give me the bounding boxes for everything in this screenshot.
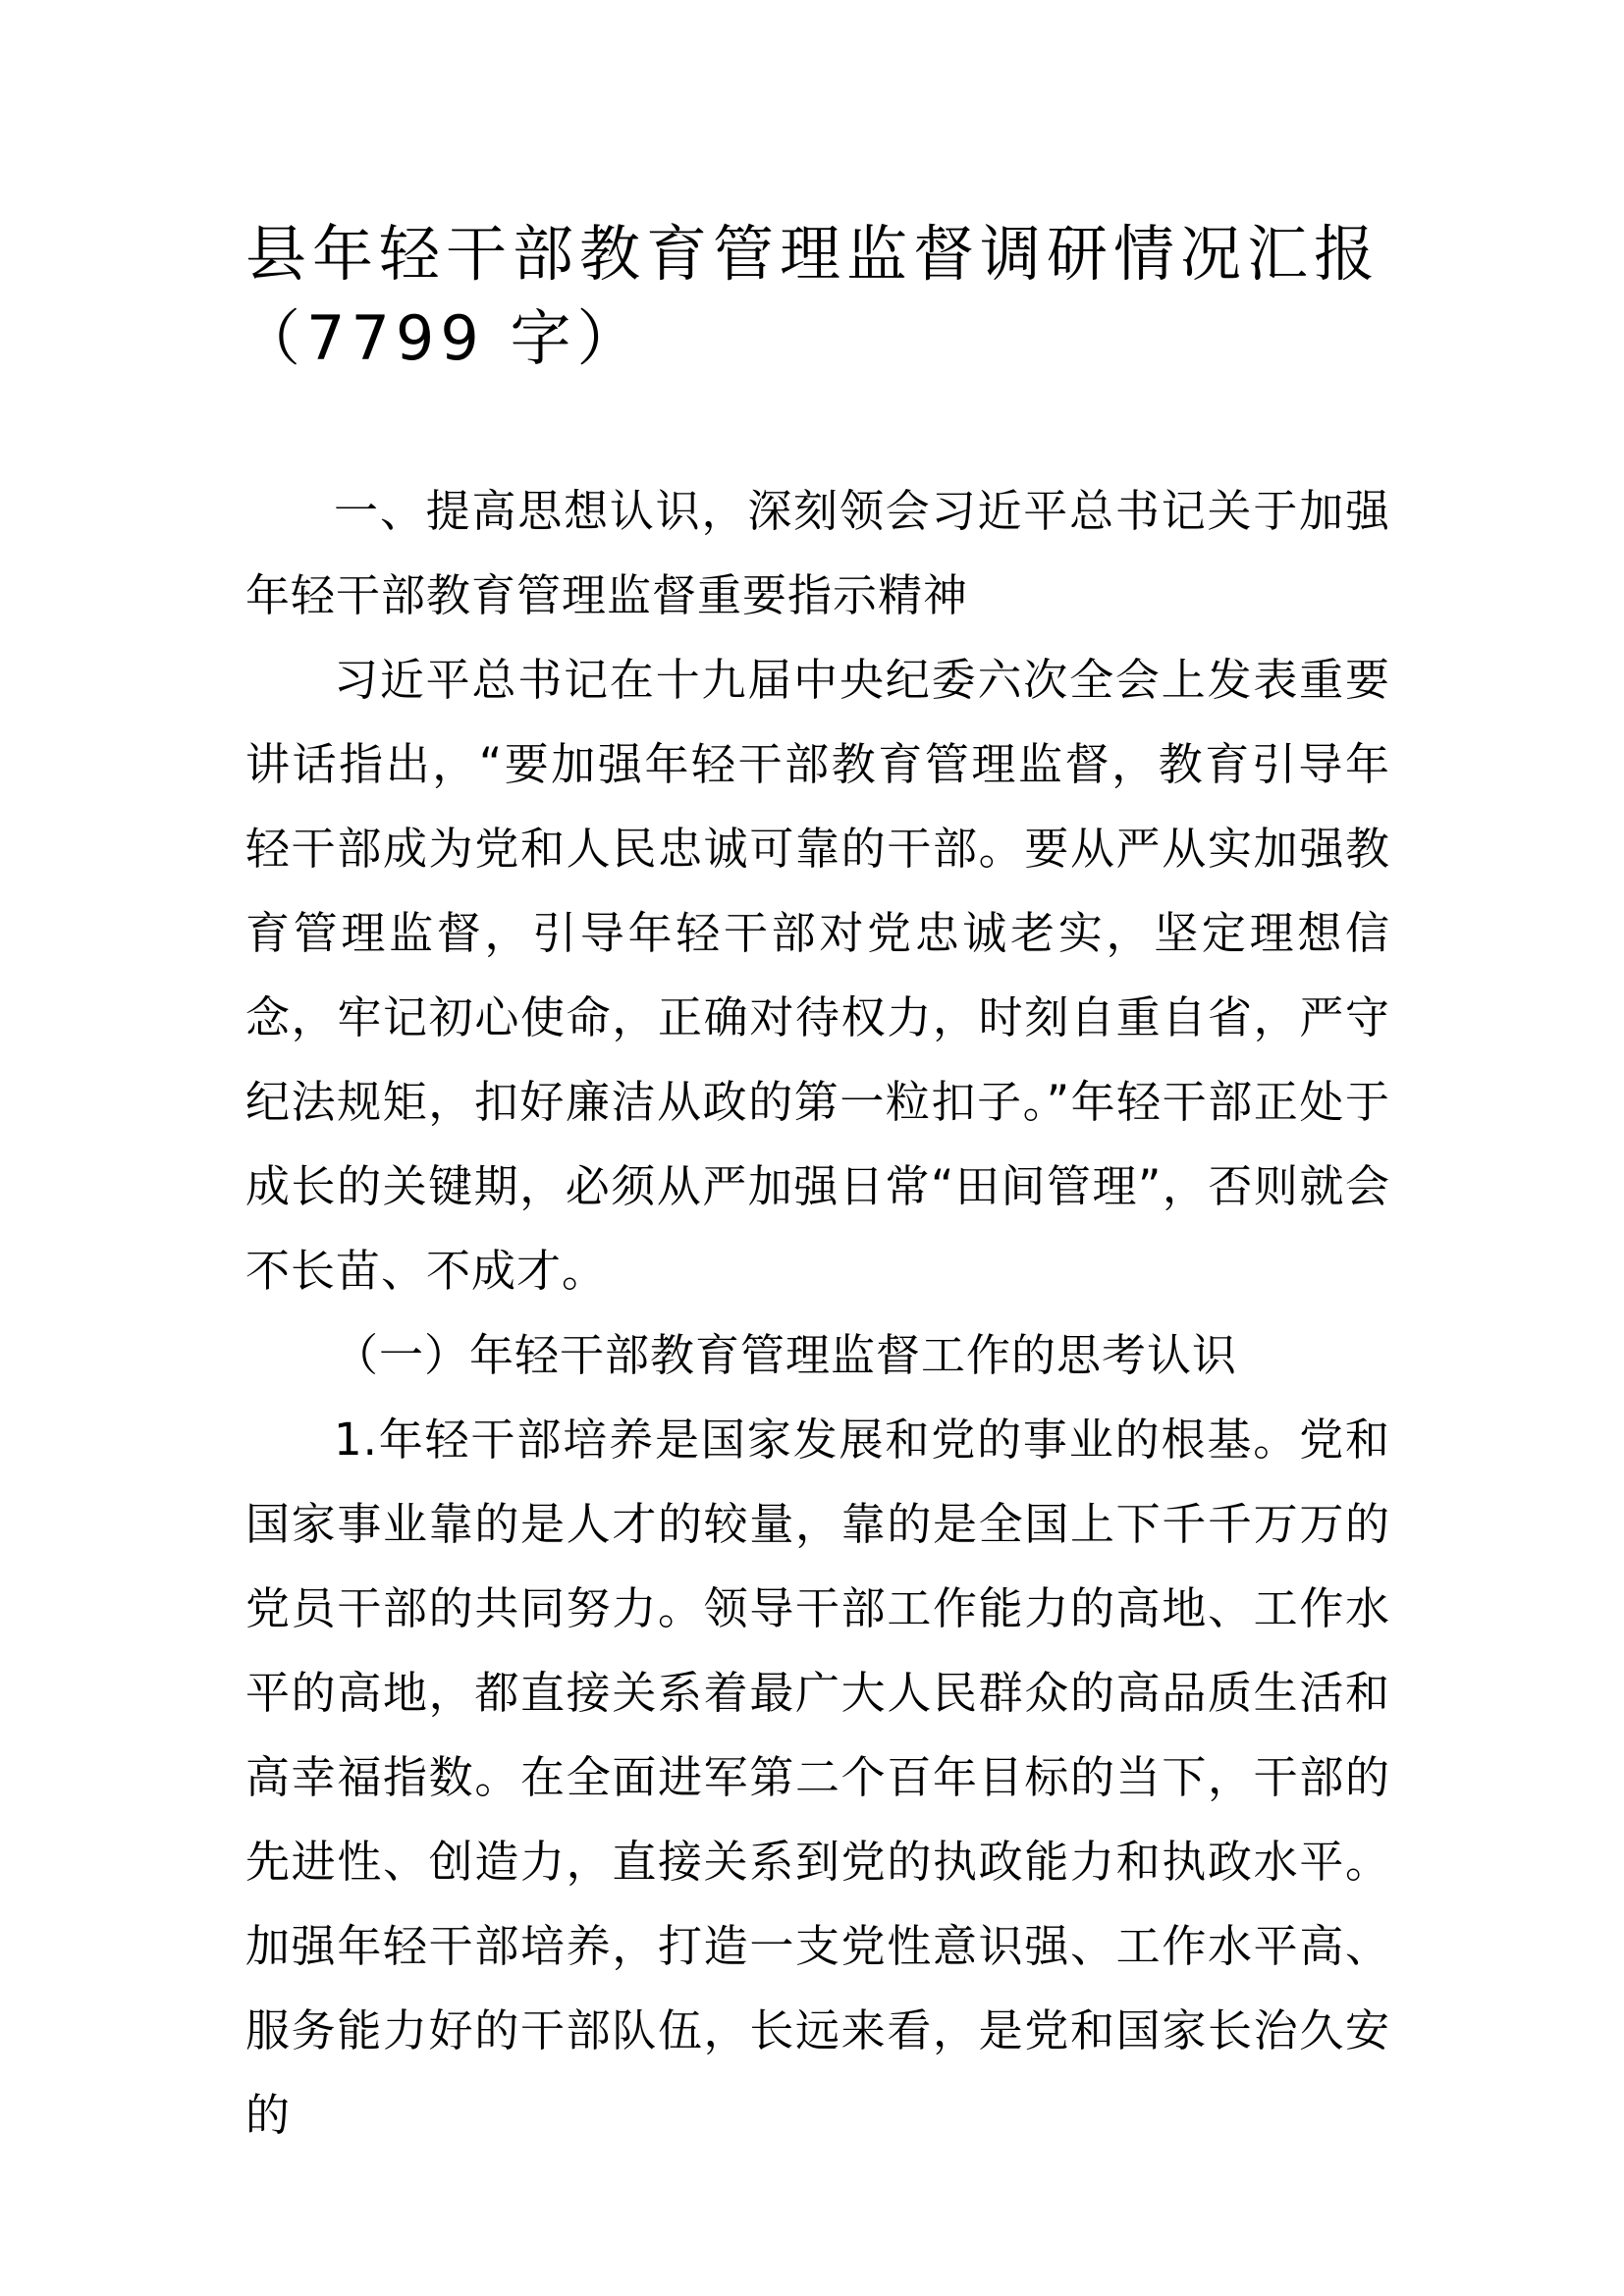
subsection-heading: （一）年轻干部教育管理监督工作的思考认识 <box>334 1329 1238 1381</box>
title-word-count: （7799 字） <box>240 302 644 374</box>
body-paragraph: 1.年轻干部培养是国家发展和党的事业的根基。党和国家事业靠的是人才的较量，靠的是全国上下千千万万的党员干部的共同努力。领导干部工作能力的高地、工作水平的高地，都直接关系着最广大人民群众的高品质生活和高幸福指数。在全面进军第二个百年目标的当下，干部的先进性、创造力，直接关系到党的执政能力和执政水平。加强年轻干部培养，打造一支党性意识强、工作水平高、服务能力好的干部队伍，长远来看，是党和国家长治久安的 <box>245 1414 1390 2141</box>
document-title <box>240 212 1390 381</box>
section-heading: 一、提高思想认识，深刻领会习近平总书记关于加强年轻干部教育管理监督重要指示精神 <box>245 485 1390 621</box>
title-main: 县年轻干部教育管理监督调研情况汇报 <box>245 218 1381 290</box>
document-page <box>240 212 1390 2158</box>
document-body <box>245 469 1390 2158</box>
body-paragraph: 习近平总书记在十九届中央纪委六次全会上发表重要讲话指出，“要加强年轻干部教育管理监督，教育引导年轻干部成为党和人民忠诚可靠的干部。要从严从实加强教育管理监督，引导年轻干部对党忠诚老实，坚定理想信念，牢记初心使命，正确对待权力，时刻自重自省，严守纪法规矩，扣好廉洁从政的第一粒扣子。”年轻干部正处于成长的关键期，必须从严加强日常“田间管理”，否则就会不长苗、不成才。 <box>245 654 1390 1297</box>
